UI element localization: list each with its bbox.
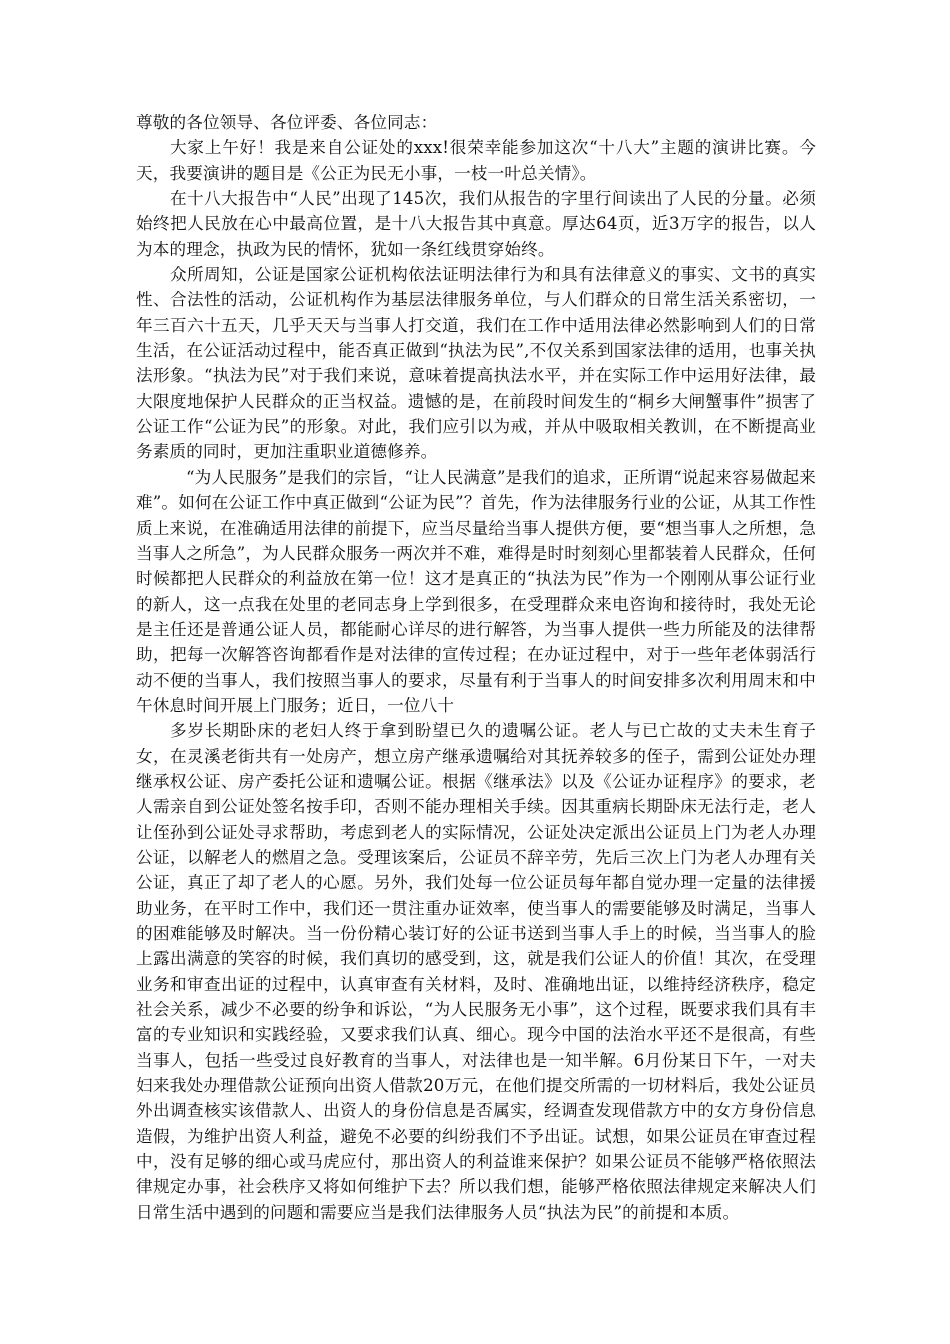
paragraph-greeting: 大家上午好！我是来自公证处的xxx!很荣幸能参加这次“十八大”主题的演讲比赛。今天，我要演讲的题目是《公正为民无小事，一枝一叶总关情》。 xyxy=(136,138,816,183)
salutation: 尊敬的各位领导、各位评委、各位同志： xyxy=(136,113,438,132)
paragraph-notary-role: 众所周知，公证是国家公证机构依法证明法律行为和具有法律意义的事实、文书的真实性、合法性的活动，公证机构作为基层法律服务单位，与人们群众的日常生活关系密切，一年三百六十五天，几乎天天与当事人打交道，我们在工作中适用法律必然影响到人们的日常生活，在公证活动过程中，能否真正做到“执法为民”,不仅关系到国家法律的适用，也事关执法形象。“执法为民”对于我们来说，意味着提高执法水平，并在实际工作中运用好法律，最大限度地保护人民群众的正当权益。遗憾的是，在前段时间发生的“桐乡大闸蟹事件”损害了公证工作“公证为民”的形象。对此，我们应引以为戒，并从中吸取相关教训，在不断提高业务素质的同时，更加注重职业道德修养。 xyxy=(136,265,816,462)
speech-text xyxy=(136,110,816,1225)
paragraph-report: 在十八大报告中“人民”出现了145次，我们从报告的字里行间读出了人民的分量。必须始终把人民放在心中最高位置，是十八大报告其中真意。厚达64页，近3万字的报告，以人为本的理念，执政为民的情怀，犹如一条红线贯穿始终。 xyxy=(136,189,816,259)
paragraph-case-examples: 多岁长期卧床的老妇人终于拿到盼望已久的遗嘱公证。老人与已亡故的丈夫未生育子女，在灵溪老街共有一处房产，想立房产继承遗嘱给对其抚养较多的侄子，需到公证处办理继承权公证、房产委托公证和遗嘱公证。根据《继承法》以及《公证办证程序》的要求，老人需亲自到公证处签名按手印，否则不能办理相关手续。因其重病长期卧床无法行走，老人让侄孙到公证处寻求帮助，考虑到老人的实际情况，公证处决定派出公证员上门为老人办理公证，以解老人的燃眉之急。受理该案后，公证员不辞辛劳，先后三次上门为老人办理有关公证，真正了却了老人的心愿。另外，我们处每一位公证员每年都自觉办理一定量的法律援助业务，在平时工作中，我们还一贯注重办证效率，使当事人的需要能够及时满足，当事人的困难能够及时解决。当一份份精心装订好的公证书送到当事人手上的时候，当当事人的脸上露出满意的笑容的时候，我们真切的感受到，这，就是我们公证人的价值！其次，在受理业务和审查出证的过程中，认真审查有关材料，及时、准确地出证，以维持经济秩序，稳定社会关系，减少不必要的纷争和诉讼，“为人民服务无小事”，这个过程，既要求我们具有丰富的专业知识和实践经验，又要求我们认真、细心。现今中国的法治水平还不是很高，有些当事人，包括一些受过良好教育的当事人，对法律也是一知半解。6月份某日下午，一对夫妇来我处办理借款公证预向出资人借款20万元，在他们提交所需的一切材料后，我处公证员外出调查核实该借款人、出资人的身份信息是否属实，经调查发现借款方中的女方身份信息造假，为维护出资人利益，避免不必要的纠纷我们不予出证。试想，如果公证员在审查过程中，没有足够的细心或马虎应付，那出资人的利益谁来保护？如果公证员不能够严格依照法律规定办事，社会秩序又将如何维护下去？所以我们想，能够严格依照法律规定来解决人们日常生活中遇到的问题和需要应当是我们法律服务人员“执法为民”的前提和本质。 xyxy=(136,721,816,1222)
paragraph-serve-people: “为人民服务”是我们的宗旨，“让人民满意”是我们的追求，正所谓“说起来容易做起来难”。如何在公证工作中真正做到“公证为民”？首先，作为法律服务行业的公证，从其工作性质上来说，在准确适用法律的前提下，应当尽量给当事人提供方便，要“想当事人之所想，急当事人之所急”，为人民群众服务一两次并不难，难得是时时刻刻心里都装着人民群众，任何时候都把人民群众的利益放在第一位！这才是真正的“执法为民”作为一个刚刚从事公证行业的新人，这一点我在处里的老同志身上学到很多，在受理群众来电咨询和接待时，我处无论是主任还是普通公证人员，都能耐心详尽的进行解答，为当事人提供一些力所能及的法律帮助，把每一次解答咨询都看作是对法律的宣传过程；在办证过程中，对于一些年老体弱活行动不便的当事人，我们按照当事人的要求，尽量有利于当事人的时间安排多次利用周末和中午休息时间开展上门服务；近日，一位八十 xyxy=(136,467,816,715)
